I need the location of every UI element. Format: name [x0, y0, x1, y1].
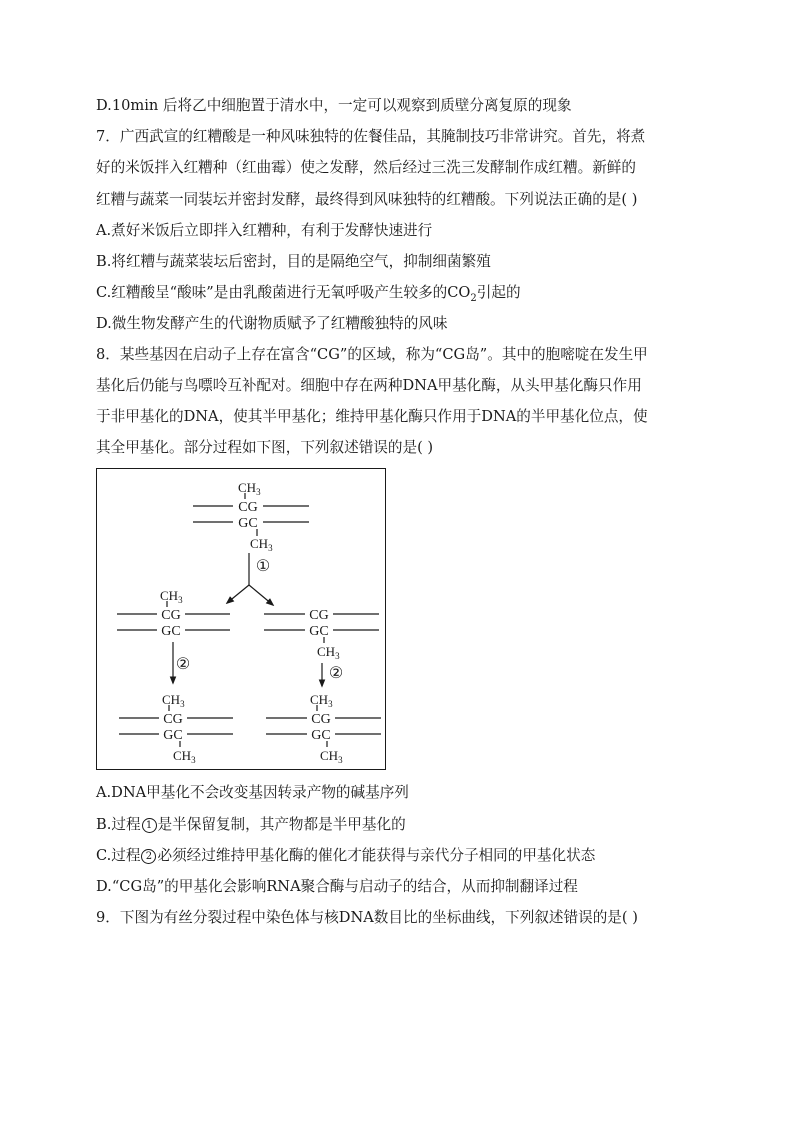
q8-option-b	[96, 815, 406, 835]
step2-label-left: ②	[175, 656, 191, 673]
q8-option-c	[96, 846, 595, 866]
q7-option-c-suffix: 引起的	[476, 284, 521, 301]
q7-option-d: D.微生物发酵产生的代谢物质赋予了红糟酸独特的风味	[96, 315, 448, 332]
q8-stem-line-2: 基化后仍能与鸟嘌呤互补配对。细胞中存在两种DNA甲基化酶，从头甲基化酶只作用	[96, 377, 642, 394]
parent-top-cg: CG	[238, 500, 258, 515]
left-daughter-cg: CG	[161, 608, 181, 623]
q8-stem-line-3: 于非甲基化的DNA，使其半甲基化；维持甲基化酶只作用于DNA的半甲基化位点，使	[96, 408, 648, 425]
dna-methylation-svg	[97, 469, 387, 771]
right-daughter-gc: GC	[309, 624, 329, 639]
right-final-top-methyl: $CH_3$	[310, 692, 333, 709]
q9-stem: 9．下图为有丝分裂过程中染色体与核DNA数目比的坐标曲线，下列叙述错误的是( )	[96, 909, 638, 926]
parent-bottom-methyl: $CH_3$	[250, 536, 273, 553]
q7-option-c-text: C.红糟酸呈“酸味”是由乳酸菌进行无氧呼吸产生较多的CO	[96, 284, 471, 301]
q8-option-c-text: C.过程	[96, 847, 141, 864]
parent-top-methyl: $CH_3$	[238, 480, 261, 497]
left-daughter-gc: GC	[161, 624, 181, 639]
right-final-cg: CG	[311, 712, 331, 727]
step2-label-right: ②	[328, 665, 344, 682]
left-final-cg: CG	[163, 712, 183, 727]
parent-bottom-gc: GC	[238, 516, 258, 531]
q7-stem-line-1: 7．广西武宣的红糟酸是一种风味独特的佐餐佳品，其腌制技巧非常讲究。首先，将煮	[96, 128, 646, 145]
q6-option-d: D.10min 后将乙中细胞置于清水中，一定可以观察到质壁分离复原的现象	[96, 97, 572, 114]
q8-option-c-suffix: 必须经过维持甲基化酶的催化才能获得与亲代分子相同的甲基化状态	[157, 847, 596, 864]
q8-option-d: D.“CG岛”的甲基化会影响RNA聚合酶与启动子的结合，从而抑制翻译过程	[96, 878, 578, 895]
q8-stem-line-1: 8．某些基因在启动子上存在富含“CG”的区域，称为“CG岛”。其中的胞嘧啶在发生甲	[96, 346, 648, 363]
right-daughter-bottom-methyl: $CH_3$	[317, 644, 340, 661]
left-final-gc: GC	[163, 728, 183, 743]
step1-arrow-left	[227, 585, 249, 603]
step1-arrow-right	[249, 585, 273, 605]
q7-option-a: A.煮好米饭后立即拌入红糟种，有利于发酵快速进行	[96, 222, 433, 239]
left-daughter-top-methyl: $CH_3$	[160, 588, 183, 605]
left-final-bottom-methyl: $CH_3$	[173, 748, 196, 765]
step1-label: ①	[255, 558, 271, 575]
step2-circled-number: 2	[141, 849, 156, 864]
step1-circled-number: 1	[142, 818, 157, 833]
q7-stem-line-2: 好的米饭拌入红糟种（红曲霉）使之发酵，然后经过三洗三发酵制作成红糟。新鲜的	[96, 159, 636, 176]
q8-option-b-suffix: 是半保留复制，其产物都是半甲基化的	[157, 816, 406, 833]
q7-option-c-subscript: 2	[470, 292, 477, 304]
right-final-bottom-methyl: $CH_3$	[320, 748, 343, 765]
q7-option-b: B.将红糟与蔬菜装坛后密封，目的是隔绝空气，抑制细菌繁殖	[96, 253, 491, 270]
q8-option-a: A.DNA甲基化不会改变基因转录产物的碱基序列	[96, 784, 409, 801]
q7-option-c	[96, 283, 521, 309]
q7-stem-line-3: 红糟与蔬菜一同装坛并密封发酵，最终得到风味独特的红糟酸。下列说法正确的是( )	[96, 191, 638, 208]
dna-methylation-diagram	[96, 468, 386, 770]
q8-stem-line-4: 其全甲基化。部分过程如下图，下列叙述错误的是( )	[96, 439, 434, 456]
right-final-gc: GC	[311, 728, 331, 743]
left-final-top-methyl: $CH_3$	[162, 692, 185, 709]
q8-option-b-text: B.过程	[96, 816, 141, 833]
step2-arrows	[173, 642, 322, 686]
right-daughter-cg: CG	[309, 608, 329, 623]
